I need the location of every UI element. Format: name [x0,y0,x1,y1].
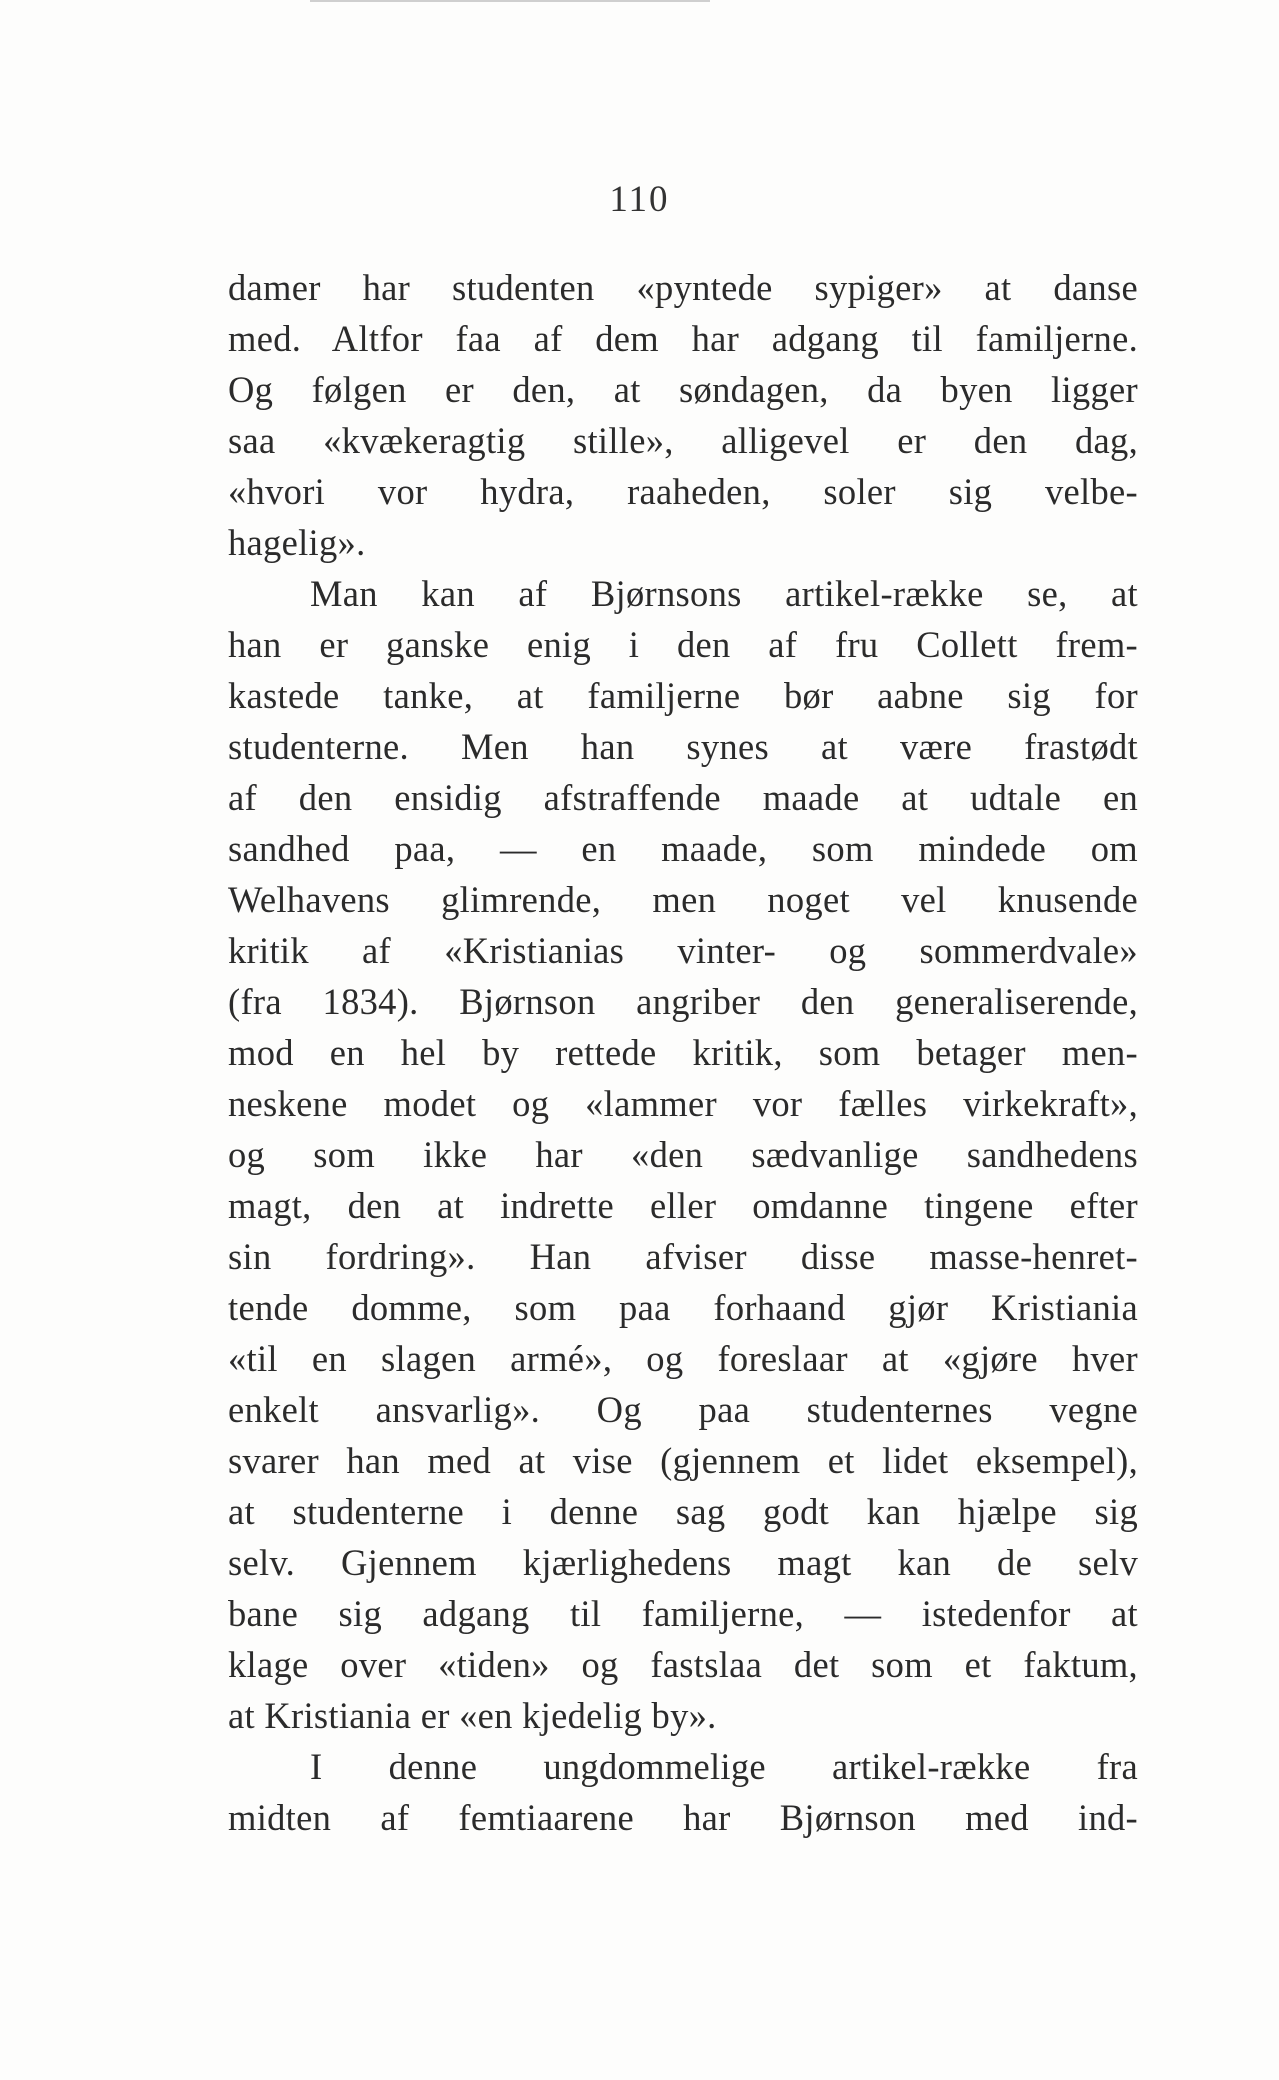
text-line: «til en slagen armé», og foreslaar at «gjøre hver [228,1338,1138,1379]
text-line: kritik af «Kristianias vinter- og sommerdvale» [228,930,1138,971]
top-edge-rule [310,0,710,2]
text-line: mod en hel by rettede kritik, som betager men- [228,1032,1138,1073]
text-line: og som ikke har «den sædvanlige sandhedens [228,1134,1138,1175]
text-line: klage over «tiden» og fastslaa det som et faktum, [228,1644,1138,1685]
text-line: sin fordring». Han afviser disse masse-henret- [228,1236,1138,1277]
text-line: saa «kvækeragtig stille», alligevel er den dag, [228,420,1138,461]
text-line: damer har studenten «pyntede sypiger» at danse [228,267,1138,308]
text-line-paragraph-start: Man kan af Bjørnsons artikel-række se, at [310,573,1138,614]
body-text [228,262,1138,1843]
text-line: sandhed paa, — en maade, som mindede om [228,828,1138,869]
text-line: tende domme, som paa forhaand gjør Kristiania [228,1287,1138,1328]
text-line: «hvori vor hydra, raaheden, soler sig velbe- [228,471,1138,512]
text-line: at studenterne i denne sag godt kan hjælpe sig [228,1491,1138,1532]
text-line: han er ganske enig i den af fru Collett frem- [228,624,1138,665]
text-line: Og følgen er den, at søndagen, da byen ligger [228,369,1138,410]
text-line: selv. Gjennem kjærlighedens magt kan de selv [228,1542,1138,1583]
text-line: studenterne. Men han synes at være frastødt [228,726,1138,767]
text-line: svarer han med at vise (gjennem et lidet eksempel), [228,1440,1138,1481]
text-line: af den ensidig afstraffende maade at udtale en [228,777,1138,818]
page-number: 110 [609,179,670,220]
text-line: midten af femtiaarene har Bjørnson med ind- [228,1797,1138,1838]
text-line: enkelt ansvarlig». Og paa studenternes vegne [228,1389,1138,1430]
text-line: at Kristiania er «en kjedelig by». [228,1695,717,1736]
text-line: bane sig adgang til familjerne, — istedenfor at [228,1593,1138,1634]
text-line: kastede tanke, at familjerne bør aabne sig for [228,675,1138,716]
text-line: Welhavens glimrende, men noget vel knusende [228,879,1138,920]
text-line: neskene modet og «lammer vor fælles virkekraft», [228,1083,1138,1124]
text-line: magt, den at indrette eller omdanne tingene efter [228,1185,1138,1226]
text-line: hagelig». [228,522,366,563]
text-line: (fra 1834). Bjørnson angriber den generaliserende, [228,981,1138,1022]
text-line-paragraph-start: I denne ungdommelige artikel-række fra [310,1746,1138,1787]
text-line: med. Altfor faa af dem har adgang til familjerne. [228,318,1138,359]
